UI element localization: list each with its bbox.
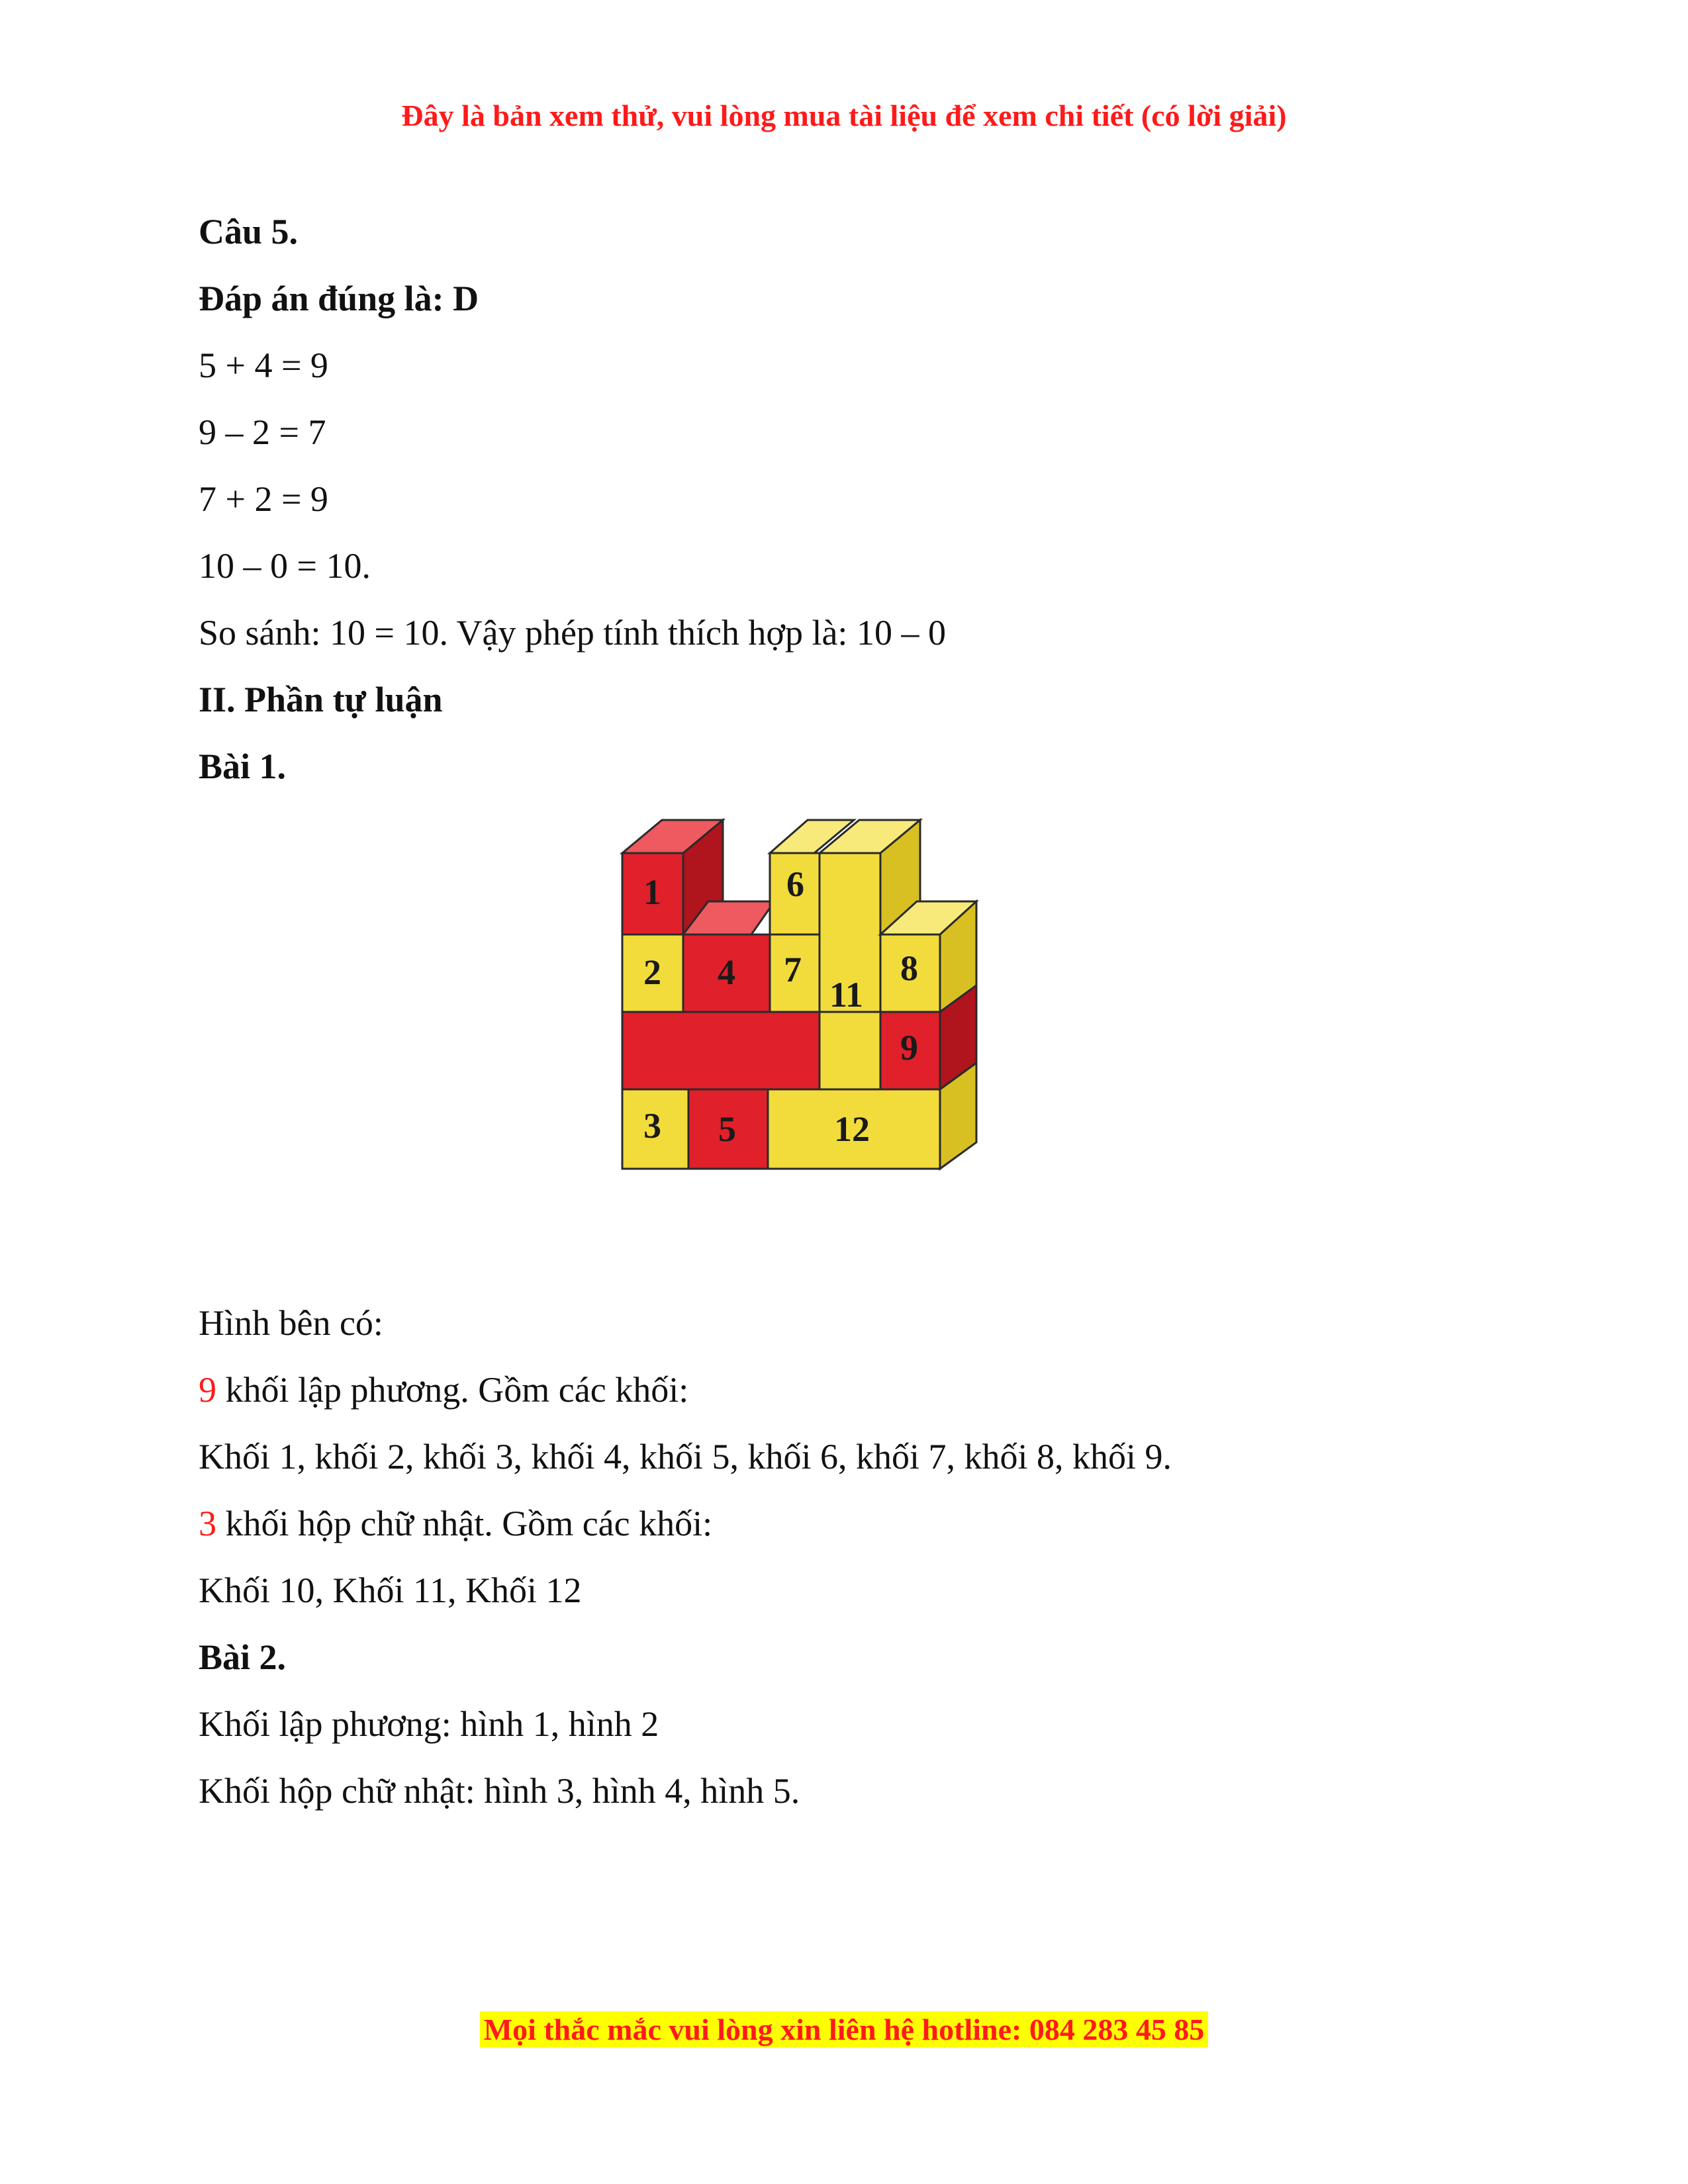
blocks-figure: [609, 813, 1072, 1204]
block-label: 9: [900, 1028, 918, 1068]
box-count: 3: [199, 1504, 216, 1543]
exercise-2-cubes: Khối lập phương: hình 1, hình 2: [199, 1704, 659, 1744]
question-5-answer: Đáp án đúng là: D: [199, 279, 479, 318]
exercise-1-title: Bài 1.: [199, 747, 287, 786]
compare-line: So sánh: 10 = 10. Vậy phép tính thích hợp là: 10 – 0: [199, 613, 946, 653]
block-label: 2: [643, 952, 661, 992]
cube-count-line: [199, 1357, 1523, 1424]
document-body: [199, 199, 1523, 1825]
block-label: 3: [643, 1106, 661, 1146]
cube-count: 9: [199, 1370, 216, 1410]
calc-line: 9 – 2 = 7: [199, 412, 326, 452]
figure-intro: Hình bên có:: [199, 1303, 383, 1343]
calc-line: 10 – 0 = 10.: [199, 546, 371, 586]
block-label: 7: [784, 950, 802, 989]
block-10: [622, 1012, 820, 1089]
cube-list: Khối 1, khối 2, khối 3, khối 4, khối 5, khối 6, khối 7, khối 8, khối 9.: [199, 1437, 1172, 1477]
box-count-line: [199, 1490, 1523, 1557]
box-text: khối hộp chữ nhật. Gồm các khối:: [216, 1504, 713, 1543]
calc-line: 5 + 4 = 9: [199, 345, 328, 385]
block-label: 11: [829, 975, 864, 1015]
box-list: Khối 10, Khối 11, Khối 12: [199, 1570, 582, 1610]
block-label: 6: [786, 864, 804, 904]
cube-text: khối lập phương. Gồm các khối:: [216, 1370, 689, 1410]
preview-notice: Đây là bản xem thử, vui lòng mua tài liệu để xem chi tiết (có lời giải): [401, 99, 1287, 132]
hotline-text: Mọi thắc mắc vui lòng xin liên hệ hotline: 084 283 45 85: [480, 2011, 1209, 2048]
block-label: 8: [900, 948, 918, 988]
block-label: 5: [718, 1109, 736, 1149]
footer: [0, 2012, 1688, 2047]
question-5-title: Câu 5.: [199, 212, 299, 251]
part-2-title: II. Phần tự luận: [199, 680, 443, 719]
block-label: 4: [718, 952, 735, 992]
block-label: 12: [834, 1109, 870, 1149]
exercise-2-boxes: Khối hộp chữ nhật: hình 3, hình 4, hình 5.: [199, 1771, 800, 1811]
calc-line: 7 + 2 = 9: [199, 479, 328, 519]
exercise-2-title: Bài 2.: [199, 1637, 287, 1677]
block-label: 1: [643, 872, 661, 912]
figure-container: [199, 800, 1523, 1290]
